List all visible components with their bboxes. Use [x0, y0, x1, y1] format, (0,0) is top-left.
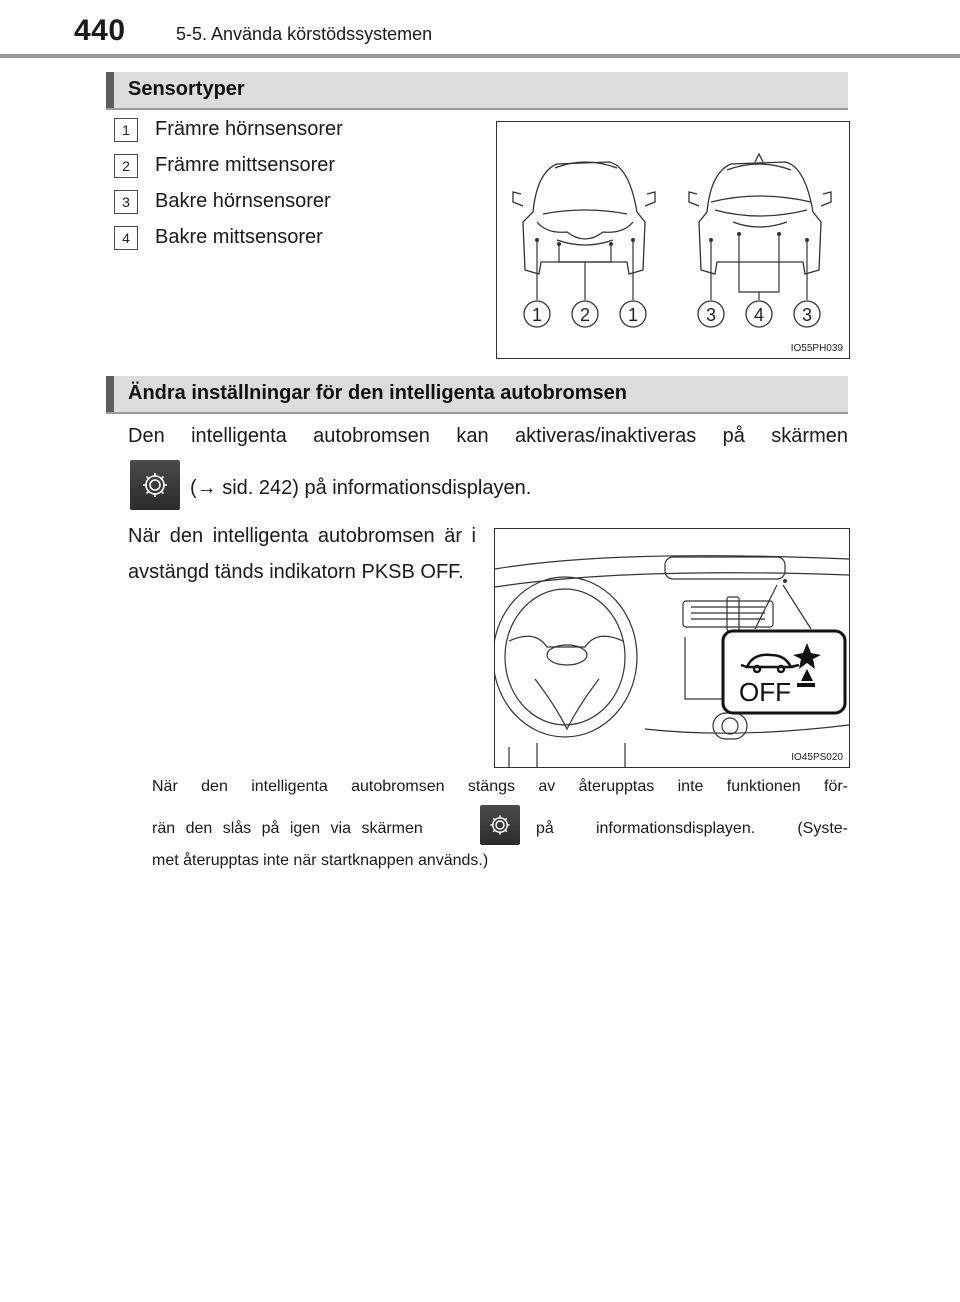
callout-4: 4	[753, 305, 765, 325]
indicator-off-text: OFF	[739, 677, 791, 707]
sensor-label-rear-corner: Bakre hörnsensorer	[155, 190, 331, 212]
item-number-2: 2	[114, 154, 138, 178]
figure-code: IO55PH039	[790, 343, 843, 354]
section-header-bar	[106, 72, 114, 108]
section-title: Sensortyper	[128, 78, 245, 100]
para-pksb-off: När den intelligenta autobromsen är i avstängd tänds indikatorn PKSB OFF.	[128, 525, 476, 583]
item-number-1: 1	[114, 118, 138, 142]
note-line-3: met återupptas inte när startknappen används.)	[152, 852, 489, 869]
note-line-2b: på informationsdisplayen. (Syste-	[536, 820, 848, 837]
para-activation: Den intelligenta autobromsen kan aktiveras/inaktiveras på skärmen	[128, 425, 848, 447]
page-number: 440	[74, 14, 126, 47]
item-number-3: 3	[114, 190, 138, 214]
section-header-autobroms	[106, 376, 848, 414]
settings-gear-icon-inline	[480, 805, 520, 845]
callout-1-right: 1	[627, 305, 639, 325]
note-line-1: När den intelligenta autobromsen stängs av återupptas inte funktionen för-	[152, 778, 848, 795]
dashboard-indicator-figure	[494, 528, 850, 768]
callout-3-right: 3	[801, 305, 813, 325]
section-header-sensortyper	[106, 72, 848, 110]
running-head: 5-5. Använda körstödssystemen	[176, 24, 433, 44]
callout-1-left: 1	[531, 305, 543, 325]
section-title: Ändra inställningar för den intelligenta autobromsen	[128, 382, 627, 404]
sensor-label-front-corner: Främre hörnsensorer	[155, 118, 343, 140]
sensor-location-figure	[496, 121, 850, 359]
sensor-label-front-center: Främre mittsensorer	[155, 154, 336, 176]
para-activation-cont: (→ sid. 242) på informationsdisplayen.	[190, 477, 532, 499]
section-header-bar	[106, 376, 114, 412]
callout-3-left: 3	[705, 305, 717, 325]
car-sensor-diagram	[497, 122, 849, 358]
sensor-label-rear-center: Bakre mittsensorer	[155, 226, 323, 248]
note-line-2a: rän den slås på igen via skärmen	[152, 820, 423, 837]
item-number-4: 4	[114, 226, 138, 250]
dashboard-diagram	[495, 529, 849, 767]
header-rule	[0, 54, 960, 58]
settings-gear-icon	[130, 460, 180, 510]
callout-2: 2	[579, 305, 591, 325]
figure-code: IO45PS020	[791, 752, 843, 763]
